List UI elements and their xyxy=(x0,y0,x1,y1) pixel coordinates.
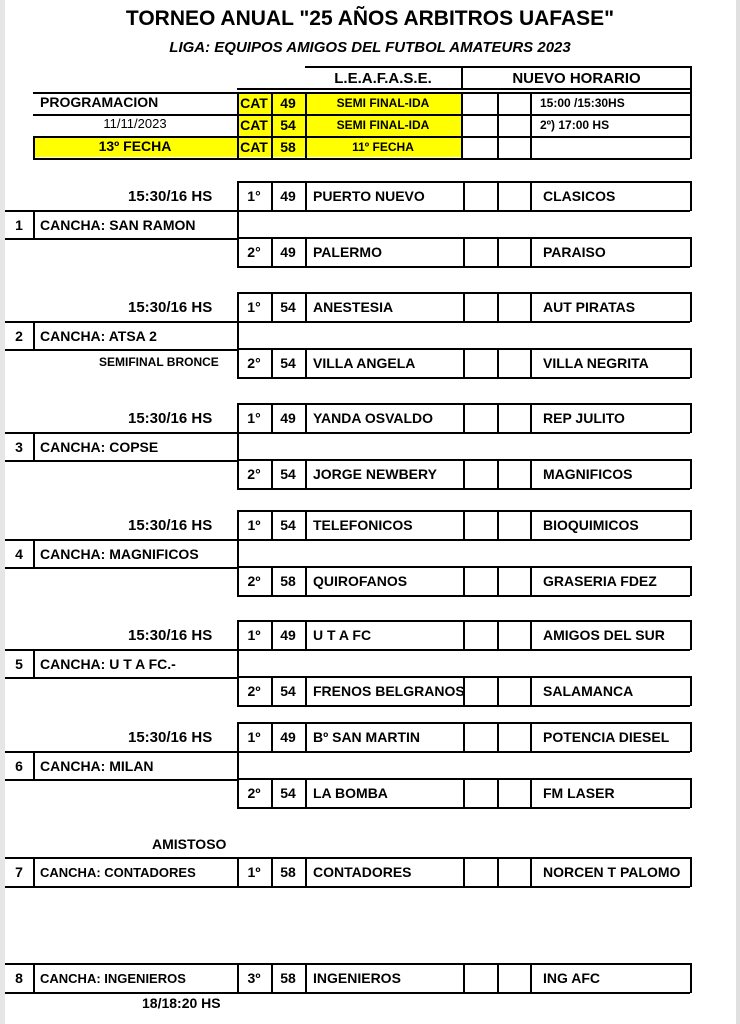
cancha-label: CANCHA: SAN RAMON xyxy=(40,217,196,233)
rule xyxy=(5,539,237,541)
rule xyxy=(530,620,532,650)
rule xyxy=(305,237,307,267)
rule xyxy=(463,459,465,489)
home-team: PUERTO NUEVO xyxy=(313,188,425,204)
match-category: 49 xyxy=(280,244,296,260)
rule xyxy=(530,348,532,378)
away-team: ING AFC xyxy=(543,970,601,986)
match-order: 2º xyxy=(247,683,261,699)
match-order: 1º xyxy=(247,627,261,643)
rule xyxy=(530,181,532,211)
rule xyxy=(497,510,499,540)
rule xyxy=(497,676,499,706)
match-order: 1° xyxy=(247,410,261,426)
stage-label: 11º FECHA xyxy=(352,140,414,154)
rule xyxy=(33,210,35,239)
match-category: 49 xyxy=(280,729,296,745)
match-category: 54 xyxy=(280,683,296,699)
match-category: 49 xyxy=(280,410,296,426)
rule xyxy=(33,539,35,568)
rule xyxy=(5,321,237,323)
rule xyxy=(497,292,499,322)
rule xyxy=(463,66,690,68)
rule xyxy=(690,181,692,211)
rule xyxy=(5,963,690,965)
home-team: INGENIEROS xyxy=(313,970,401,986)
match-category: 54 xyxy=(280,466,296,482)
block-number: 5 xyxy=(15,656,23,672)
programacion-label: PROGRAMACION xyxy=(40,94,159,110)
rule xyxy=(461,92,463,159)
cat-label: CAT xyxy=(240,139,268,155)
rule xyxy=(305,510,307,540)
rule xyxy=(690,66,692,159)
cat-label: CAT xyxy=(240,117,268,133)
rule xyxy=(690,620,692,650)
block-time: 15:30/16 HS xyxy=(128,299,213,316)
rule xyxy=(497,403,499,433)
rule xyxy=(530,722,532,752)
rule xyxy=(305,403,307,433)
home-team: QUIROFANOS xyxy=(313,573,408,589)
home-team: PALERMO xyxy=(313,244,382,260)
rule xyxy=(530,510,532,540)
stage-label: SEMI FINAL-IDA xyxy=(336,118,430,132)
cancha-label: CANCHA: U T A FC.- xyxy=(40,656,176,672)
rule xyxy=(305,963,307,993)
rule xyxy=(463,566,465,596)
match-order: 2° xyxy=(247,244,261,260)
cancha-label: CANCHA: ATSA 2 xyxy=(40,328,157,344)
rule xyxy=(463,857,465,887)
match-category: 54 xyxy=(280,785,296,801)
cancha-label: CANCHA: INGENIEROS xyxy=(40,971,186,986)
rule xyxy=(497,566,499,596)
block-time: 15:30/16 HS xyxy=(128,517,213,534)
rule xyxy=(530,676,532,706)
rule xyxy=(463,722,465,752)
rule xyxy=(5,751,237,753)
rule xyxy=(530,292,532,322)
rule xyxy=(530,237,532,267)
rule xyxy=(5,349,237,351)
block-note: SEMIFINAL BRONCE xyxy=(99,355,219,369)
rule xyxy=(305,66,463,68)
rule xyxy=(305,722,307,752)
match-category: 58 xyxy=(280,864,296,880)
rule xyxy=(497,348,499,378)
rule xyxy=(33,432,35,461)
rule xyxy=(33,857,35,887)
rule xyxy=(5,649,237,651)
page-subtitle: LIGA: EQUIPOS AMIGOS DEL FUTBOL AMATEURS 2023 xyxy=(169,39,571,56)
rule xyxy=(690,459,692,489)
away-team: VILLA NEGRITA xyxy=(543,355,649,371)
cancha-label: CANCHA: CONTADORES xyxy=(40,865,196,880)
match-order: 1º xyxy=(247,864,261,880)
rule xyxy=(305,459,307,489)
rule xyxy=(463,237,465,267)
rule xyxy=(690,566,692,596)
rule xyxy=(497,778,499,808)
home-team: CONTADORES xyxy=(313,864,412,880)
date-label: 11/11/2023 xyxy=(103,116,167,131)
rule xyxy=(690,778,692,808)
rule xyxy=(690,676,692,706)
rule xyxy=(497,92,499,159)
rule xyxy=(5,432,237,434)
rule xyxy=(33,963,35,993)
block-number: 3 xyxy=(15,439,23,455)
rule xyxy=(530,459,532,489)
away-team: PARAISO xyxy=(543,244,606,260)
cat-number: 54 xyxy=(280,117,296,133)
match-order: 2º xyxy=(247,785,261,801)
home-team: ANESTESIA xyxy=(313,299,394,315)
cancha-label: CANCHA: COPSE xyxy=(40,439,159,455)
rule xyxy=(305,676,307,706)
rule xyxy=(530,403,532,433)
block-number: 4 xyxy=(15,546,23,562)
rule xyxy=(690,963,692,993)
away-team: CLASICOS xyxy=(543,188,616,204)
rule xyxy=(497,459,499,489)
home-team: YANDA OSVALDO xyxy=(313,410,434,426)
cancha-label: CANCHA: MAGNIFICOS xyxy=(40,546,199,562)
away-team: FM LASER xyxy=(543,785,615,801)
home-team: Bº SAN MARTIN xyxy=(313,729,420,745)
stage-label: SEMI FINAL-IDA xyxy=(336,96,430,110)
match-category: 58 xyxy=(280,573,296,589)
rule xyxy=(305,348,307,378)
away-team: BIOQUIMICOS xyxy=(543,517,639,533)
rule xyxy=(5,460,237,462)
rule xyxy=(530,566,532,596)
away-team: AUT PIRATAS xyxy=(543,299,636,315)
cat-label: CAT xyxy=(240,95,268,111)
rule xyxy=(690,403,692,433)
home-team: TELEFONICOS xyxy=(313,517,413,533)
match-category: 58 xyxy=(280,970,296,986)
match-order: 3º xyxy=(247,970,261,986)
rule xyxy=(5,677,237,679)
rule xyxy=(497,857,499,887)
rule xyxy=(463,510,465,540)
rule xyxy=(463,348,465,378)
rule xyxy=(305,566,307,596)
block-time: 15:30/16 HS xyxy=(128,410,213,427)
rule xyxy=(33,751,35,780)
rule xyxy=(463,181,465,211)
rule xyxy=(463,778,465,808)
rule xyxy=(5,210,237,212)
match-order: 1° xyxy=(247,299,261,315)
away-team: AMIGOS DEL SUR xyxy=(543,627,665,643)
rule xyxy=(33,321,35,350)
time-label: 15:00 /15:30HS xyxy=(540,96,625,110)
rule xyxy=(237,88,690,90)
home-team: JORGE NEWBERY xyxy=(313,466,437,482)
match-order: 2º xyxy=(247,573,261,589)
match-order: 2° xyxy=(247,466,261,482)
away-team: GRASERIA FDEZ xyxy=(543,573,657,589)
rule xyxy=(5,857,690,859)
rule xyxy=(5,779,237,781)
rule xyxy=(305,620,307,650)
cat-number: 58 xyxy=(280,139,296,155)
rule xyxy=(5,238,237,240)
match-order: 1° xyxy=(247,188,261,204)
extra-time-label: 18/18:20 HS xyxy=(142,995,221,1011)
new-schedule-header: NUEVO HORARIO xyxy=(512,70,641,87)
rule xyxy=(305,778,307,808)
block-number: 2 xyxy=(15,328,23,344)
away-team: SALAMANCA xyxy=(543,683,634,699)
match-order: 1º xyxy=(247,517,261,533)
match-category: 54 xyxy=(280,299,296,315)
rule xyxy=(5,567,237,569)
away-team: POTENCIA DIESEL xyxy=(543,729,670,745)
league-header: L.E.A.F.A.S.E. xyxy=(334,70,432,87)
away-team: REP JULITO xyxy=(543,410,625,426)
rule xyxy=(690,348,692,378)
friendly-label: AMISTOSO xyxy=(152,836,227,852)
page-title: TORNEO ANUAL "25 AÑOS ARBITROS UAFASE" xyxy=(125,7,615,30)
block-time: 15:30/16 HS xyxy=(128,729,213,746)
match-order: 1º xyxy=(247,729,261,745)
rule xyxy=(530,92,532,159)
rule xyxy=(463,403,465,433)
time-label: 2º) 17:00 HS xyxy=(540,118,610,132)
block-number: 8 xyxy=(15,970,23,986)
home-team: LA BOMBA xyxy=(313,785,388,801)
rule xyxy=(530,857,532,887)
home-team: FRENOS BELGRANOS xyxy=(313,683,465,699)
rule xyxy=(463,292,465,322)
rule xyxy=(463,963,465,993)
block-time: 15:30/16 HS xyxy=(128,627,213,644)
match-order: 2° xyxy=(247,355,261,371)
rule xyxy=(690,722,692,752)
rule xyxy=(530,778,532,808)
rule xyxy=(690,237,692,267)
block-number: 6 xyxy=(15,758,23,774)
block-time: 15:30/16 HS xyxy=(128,188,213,205)
right-edge xyxy=(736,0,740,1024)
match-category: 49 xyxy=(280,627,296,643)
rule xyxy=(5,992,690,994)
rule xyxy=(305,181,307,211)
cat-number: 49 xyxy=(280,95,296,111)
block-number: 1 xyxy=(15,217,23,233)
fecha-label: 13º FECHA xyxy=(98,138,172,154)
home-team: VILLA ANGELA xyxy=(313,355,416,371)
rule xyxy=(305,857,307,887)
rule xyxy=(690,857,692,887)
rule xyxy=(497,722,499,752)
rule xyxy=(5,886,690,888)
rule xyxy=(305,292,307,322)
rule xyxy=(463,620,465,650)
rule xyxy=(33,649,35,678)
rule xyxy=(690,510,692,540)
rule xyxy=(690,292,692,322)
match-category: 54 xyxy=(280,517,296,533)
block-number: 7 xyxy=(15,864,23,880)
rule xyxy=(497,237,499,267)
rule xyxy=(497,963,499,993)
match-category: 54 xyxy=(280,355,296,371)
rule xyxy=(497,620,499,650)
rule xyxy=(497,181,499,211)
home-team: U T A FC xyxy=(313,627,372,643)
cancha-label: CANCHA: MILAN xyxy=(40,758,154,774)
away-team: MAGNIFICOS xyxy=(543,466,633,482)
match-category: 49 xyxy=(280,188,296,204)
rule xyxy=(33,158,690,160)
rule xyxy=(530,963,532,993)
away-team: NORCEN T PALOMO xyxy=(543,864,681,880)
